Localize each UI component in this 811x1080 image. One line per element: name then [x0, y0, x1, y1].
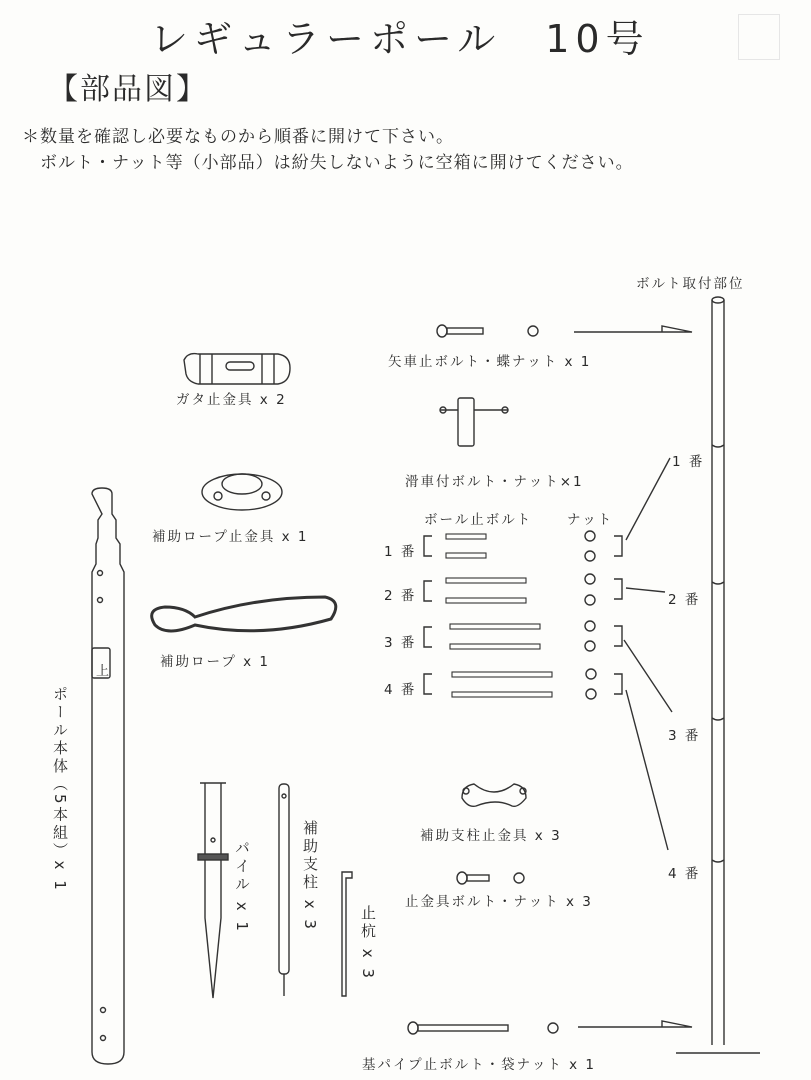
- pole-position-3: 3 番: [668, 728, 701, 744]
- gata-stopper-icon: [184, 354, 290, 384]
- label-support-bracket: 補助支柱止金具 x 3: [420, 828, 562, 844]
- pole-position-2: 2 番: [668, 592, 701, 608]
- label-pile: パイル x 1: [233, 840, 251, 934]
- pole-up-mark: 上: [96, 664, 110, 679]
- label-stake: 止杭 x 3: [359, 905, 377, 981]
- section-heading: 【部品図】: [48, 72, 208, 107]
- label-base-bolt: 基パイプ止ボルト・袋ナット x 1: [362, 1057, 596, 1073]
- bracket-bolt-icon: [457, 872, 524, 884]
- label-rope-stopper: 補助ロープ止金具 x 1: [152, 529, 309, 545]
- label-support-post: 補助支柱 x 3: [301, 820, 319, 932]
- arrow-bolt-icon: [437, 325, 692, 337]
- pole-position-4: 4 番: [668, 866, 701, 882]
- bolt-row-1: 1 番: [384, 544, 417, 560]
- pile-icon: [198, 783, 228, 998]
- note-line-2: ボルト・ナット等（小部品）は紛失しないように空箱に開けてください。: [22, 153, 634, 173]
- pulley-bolt-icon: [440, 398, 508, 446]
- bolt-table-header-nut: ナット: [567, 512, 614, 528]
- bolt-row-3: 3 番: [384, 635, 417, 651]
- rope-icon: [152, 597, 336, 631]
- support-bracket-icon: [462, 784, 526, 806]
- label-pulley-bolt: 滑車付ボルト・ナット×1: [405, 474, 584, 490]
- bolt-table-header-bolt: ボール止ボルト: [424, 512, 533, 528]
- pole-position-1: 1 番: [672, 454, 705, 470]
- assembled-pole-icon: [676, 297, 760, 1053]
- bolt-row-2: 2 番: [384, 588, 417, 604]
- page-title: レギュラーポール 10号: [150, 17, 650, 61]
- label-rope: 補助ロープ x 1: [160, 654, 270, 670]
- rope-stopper-icon: [202, 474, 282, 510]
- label-gata-stopper: ガタ止金具 x 2: [176, 392, 287, 408]
- pole-diagram-title: ボルト取付部位: [636, 276, 745, 292]
- pole-body-icon: [92, 488, 124, 1064]
- support-post-icon: [279, 784, 289, 996]
- bolt-row-4: 4 番: [384, 682, 417, 698]
- stake-icon: [342, 872, 352, 996]
- note-line-1: ＊数量を確認し必要なものから順番に開けて下さい。: [22, 127, 454, 147]
- base-bolt-icon: [408, 1021, 692, 1034]
- label-arrow-bolt: 矢車止ボルト・蝶ナット x 1: [388, 354, 592, 370]
- label-pole-body: ポール本体（5本組）x 1: [51, 686, 69, 893]
- label-bracket-bolt: 止金具ボルト・ナット x 3: [405, 894, 593, 910]
